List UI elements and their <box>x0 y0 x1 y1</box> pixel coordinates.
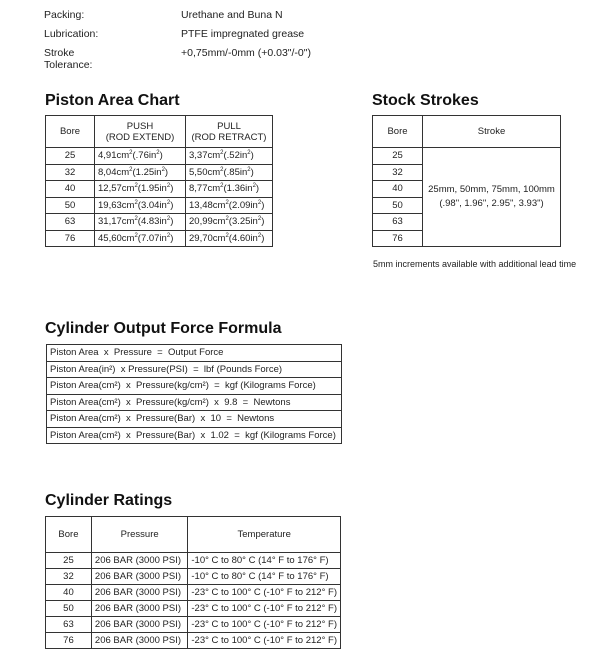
push-metric: 4,91cm <box>98 150 130 162</box>
piston-area-title: Piston Area Chart <box>45 92 180 109</box>
bore-cell: 50 <box>46 601 92 617</box>
stock-strokes-body <box>373 148 561 247</box>
pull-cell <box>186 197 273 214</box>
pull-cell <box>186 181 273 198</box>
temperature-cell: -23° C to 100° C (-10° F to 212° F) <box>188 617 341 633</box>
pressure-cell: 206 BAR (3000 PSI) <box>91 585 187 601</box>
push-cell <box>95 214 186 231</box>
bore-cell: 25 <box>46 148 95 165</box>
col-bore: Bore <box>46 517 92 553</box>
close-paren: ) <box>159 150 163 162</box>
bore-cell: 50 <box>373 197 423 214</box>
pull-metric: 13,48cm <box>189 199 226 211</box>
col-temperature: Temperature <box>188 517 341 553</box>
push-imperial: (4.83in <box>137 216 167 228</box>
pull-metric: 20,99cm <box>189 216 226 228</box>
push-label: PUSH <box>126 120 154 132</box>
squared-sup: 2 <box>134 216 138 223</box>
bore-cell: 76 <box>373 230 423 247</box>
bore-cell: 40 <box>46 181 95 198</box>
squared-sup: 2 <box>220 166 224 173</box>
squared-sup: 2 <box>134 199 138 206</box>
squared-sup: 2 <box>129 150 133 157</box>
col-bore: Bore <box>46 116 95 148</box>
pull-sublabel: (ROD RETRACT) <box>191 131 267 143</box>
table-row <box>47 378 342 395</box>
temperature-cell: -23° C to 100° C (-10° F to 212° F) <box>188 585 341 601</box>
squared-sup: 2 <box>166 199 171 206</box>
stock-strokes-table <box>372 115 561 247</box>
pull-imperial: (4.60in <box>228 232 258 244</box>
pull-metric: 29,70cm <box>189 232 226 244</box>
bore-cell: 76 <box>46 230 95 247</box>
bore-cell: 76 <box>46 633 92 649</box>
squared-sup: 2 <box>225 232 229 239</box>
push-cell <box>95 148 186 165</box>
bore-cell: 32 <box>46 569 92 585</box>
spec-label: Lubrication: <box>44 28 99 40</box>
table-row <box>46 553 341 569</box>
table-row <box>46 569 341 585</box>
squared-sup: 2 <box>225 199 229 206</box>
table-row <box>46 181 273 198</box>
pull-imperial: (1.36in <box>223 183 253 195</box>
bore-cell: 50 <box>46 197 95 214</box>
push-metric: 12,57cm <box>98 183 135 195</box>
pull-metric: 5,50cm <box>189 166 221 178</box>
temperature-cell: -10° C to 80° C (14° F to 176° F) <box>188 569 341 585</box>
temperature-cell: -10° C to 80° C (14° F to 176° F) <box>188 553 341 569</box>
push-metric: 45,60cm <box>98 232 135 244</box>
formula-table <box>46 344 342 444</box>
ratings-title: Cylinder Ratings <box>45 492 173 509</box>
close-paren: ) <box>261 199 265 211</box>
table-header-row <box>373 116 561 148</box>
table-row <box>46 585 341 601</box>
bore-cell: 32 <box>373 164 423 181</box>
push-cell <box>95 181 186 198</box>
table-row <box>46 601 341 617</box>
pull-cell <box>186 148 273 165</box>
bore-cell: 25 <box>373 148 423 165</box>
piston-area-table <box>45 115 273 247</box>
push-metric: 8,04cm <box>98 166 130 178</box>
pressure-cell: 206 BAR (3000 PSI) <box>91 553 187 569</box>
squared-sup: 2 <box>156 150 160 157</box>
squared-sup: 2 <box>247 150 251 157</box>
pull-imperial: (2.09in <box>228 199 258 211</box>
table-row <box>46 214 273 231</box>
ratings-body <box>46 553 341 649</box>
spec-value: Urethane and Buna N <box>181 9 283 21</box>
bore-cell: 40 <box>373 181 423 198</box>
squared-sup: 2 <box>166 216 171 223</box>
formula-cell: Piston Area x Pressure = Output Force <box>47 345 342 362</box>
table-row <box>47 411 342 428</box>
spec-label: Stroke Tolerance: <box>44 47 93 71</box>
squared-sup: 2 <box>225 216 229 223</box>
pull-cell <box>186 164 273 181</box>
table-row <box>47 394 342 411</box>
squared-sup: 2 <box>134 183 138 190</box>
push-cell <box>95 197 186 214</box>
squared-sup: 2 <box>129 166 133 173</box>
col-pull <box>186 116 273 148</box>
close-paren: ) <box>170 232 174 244</box>
squared-sup: 2 <box>257 199 262 206</box>
push-metric: 31,17cm <box>98 216 135 228</box>
table-row <box>46 197 273 214</box>
stroke-in: (.98", 1.96", 2.95", 3.93") <box>439 198 544 209</box>
squared-sup: 2 <box>252 183 256 190</box>
close-paren: ) <box>170 199 174 211</box>
push-imperial: (3.04in <box>137 199 167 211</box>
squared-sup: 2 <box>220 150 224 157</box>
stock-strokes-title: Stock Strokes <box>372 92 479 109</box>
pressure-cell: 206 BAR (3000 PSI) <box>91 633 187 649</box>
bore-cell: 63 <box>46 617 92 633</box>
pull-metric: 8,77cm <box>189 183 221 195</box>
bore-cell: 25 <box>46 553 92 569</box>
table-header-row <box>46 517 341 553</box>
pressure-cell: 206 BAR (3000 PSI) <box>91 569 187 585</box>
push-cell <box>95 230 186 247</box>
push-metric: 19,63cm <box>98 199 135 211</box>
stroke-cell <box>423 148 561 247</box>
formula-cell: Piston Area(cm²) x Pressure(Bar) x 1.02 = kgf (Kilograms Force) <box>47 427 342 444</box>
stroke-mm: 25mm, 50mm, 75mm, 100mm <box>428 184 555 195</box>
col-pressure: Pressure <box>91 517 187 553</box>
table-row <box>46 148 273 165</box>
bore-cell: 63 <box>46 214 95 231</box>
temperature-cell: -23° C to 100° C (-10° F to 212° F) <box>188 633 341 649</box>
formula-cell: Piston Area(cm²) x Pressure(kg/cm²) = kgf (Kilograms Force) <box>47 378 342 395</box>
close-paren: ) <box>164 166 169 178</box>
close-paren: ) <box>250 166 254 178</box>
temperature-cell: -23° C to 100° C (-10° F to 212° F) <box>188 601 341 617</box>
close-paren: ) <box>170 216 174 228</box>
close-paren: ) <box>261 216 265 228</box>
squared-sup: 2 <box>166 183 171 190</box>
col-stroke: Stroke <box>423 116 561 148</box>
formula-cell: Piston Area(cm²) x Pressure(Bar) x 10 = Newtons <box>47 411 342 428</box>
strokes-note: 5mm increments available with additional lead time <box>373 259 577 269</box>
pull-imperial: (.52in <box>223 150 248 162</box>
piston-area-body <box>46 148 273 247</box>
table-row <box>47 361 342 378</box>
close-paren: ) <box>255 183 260 195</box>
pull-cell <box>186 230 273 247</box>
pull-label: PULL <box>217 120 241 132</box>
formula-body <box>47 345 342 444</box>
bore-cell: 32 <box>46 164 95 181</box>
col-push <box>95 116 186 148</box>
push-imperial: (.76in <box>132 150 157 162</box>
col-bore: Bore <box>373 116 423 148</box>
table-row <box>46 617 341 633</box>
bore-cell: 63 <box>373 214 423 231</box>
pull-cell <box>186 214 273 231</box>
table-row <box>47 345 342 362</box>
formula-cell: Piston Area(in²) x Pressure(PSI) = lbf (Pounds Force) <box>47 361 342 378</box>
push-sublabel: (ROD EXTEND) <box>105 131 175 143</box>
table-row <box>46 633 341 649</box>
squared-sup: 2 <box>220 183 224 190</box>
squared-sup: 2 <box>257 216 262 223</box>
pressure-cell: 206 BAR (3000 PSI) <box>91 601 187 617</box>
formula-cell: Piston Area(cm²) x Pressure(kg/cm²) x 9.8 = Newtons <box>47 394 342 411</box>
close-paren: ) <box>170 183 174 195</box>
spec-label: Packing: <box>44 9 85 21</box>
table-row <box>46 230 273 247</box>
push-imperial: (1.25in <box>132 166 162 178</box>
table-row <box>373 148 561 165</box>
table-header-row <box>46 116 273 148</box>
bore-cell: 40 <box>46 585 92 601</box>
close-paren: ) <box>261 232 265 244</box>
squared-sup: 2 <box>257 232 262 239</box>
squared-sup: 2 <box>247 166 251 173</box>
push-imperial: (1.95in <box>137 183 167 195</box>
squared-sup: 2 <box>166 232 171 239</box>
squared-sup: 2 <box>134 232 138 239</box>
pull-imperial: (3.25in <box>228 216 258 228</box>
close-paren: ) <box>250 150 254 162</box>
table-row <box>47 427 342 444</box>
formula-title: Cylinder Output Force Formula <box>45 320 282 337</box>
spec-value: +0,75mm/-0mm (+0.03"/-0") <box>181 47 311 59</box>
push-imperial: (7.07in <box>137 232 167 244</box>
push-cell <box>95 164 186 181</box>
pull-metric: 3,37cm <box>189 150 221 162</box>
squared-sup: 2 <box>161 166 165 173</box>
pull-imperial: (.85in <box>223 166 248 178</box>
pressure-cell: 206 BAR (3000 PSI) <box>91 617 187 633</box>
spec-value: PTFE impregnated grease <box>181 28 305 40</box>
ratings-table <box>45 516 341 649</box>
table-row <box>46 164 273 181</box>
